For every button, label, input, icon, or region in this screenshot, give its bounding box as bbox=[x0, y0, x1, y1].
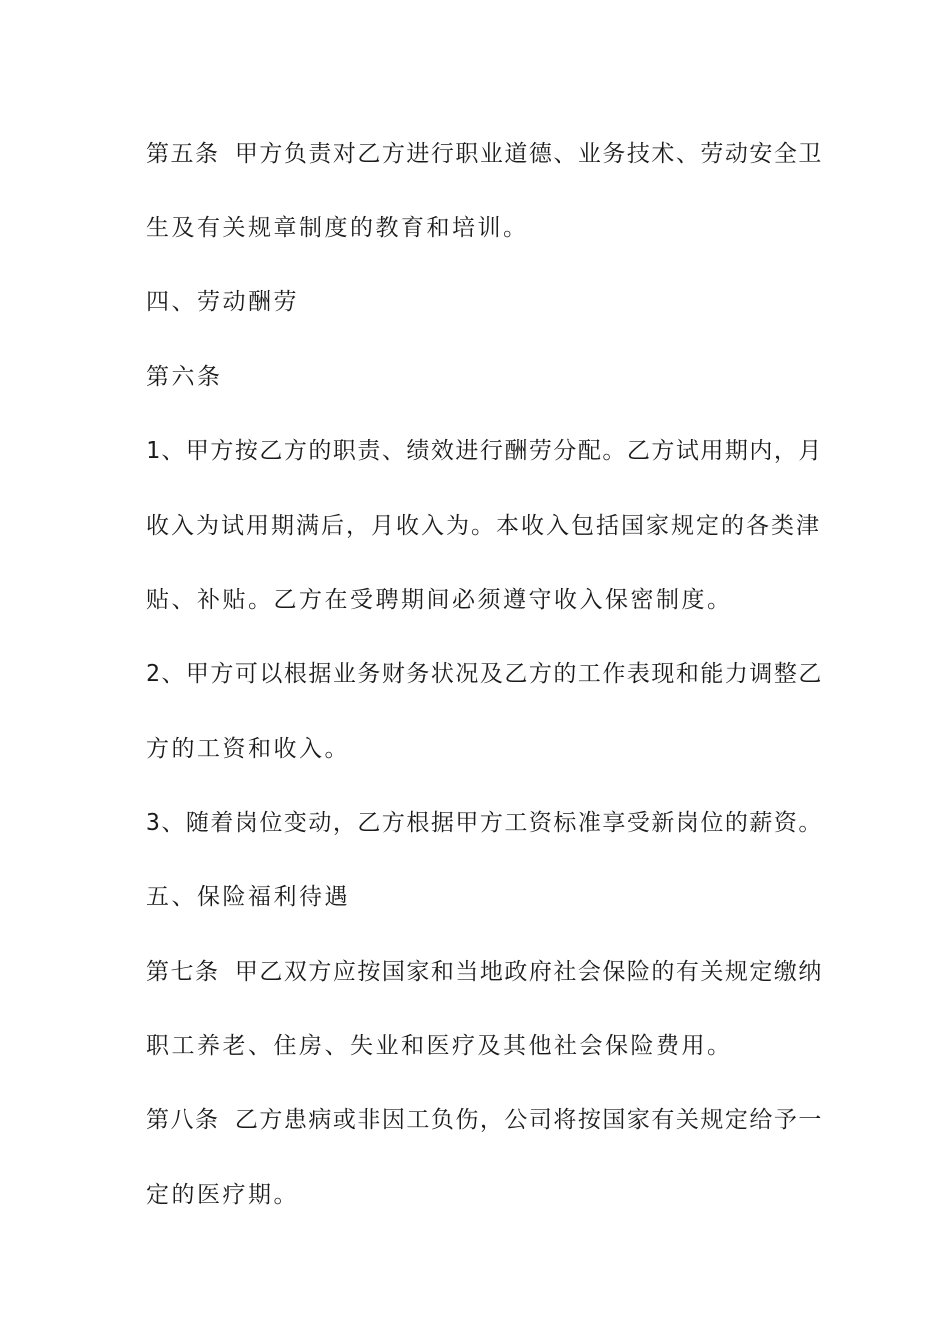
article-6-item-1-line-3: 贴、补贴。乙方在受聘期间必须遵守收入保密制度。 bbox=[146, 587, 733, 613]
article-7-line-2: 职工养老、住房、失业和医疗及其他社会保险费用。 bbox=[146, 1033, 733, 1059]
article-7-line-1: 第七条 甲乙双方应按国家和当地政府社会保险的有关规定缴纳 bbox=[146, 959, 823, 985]
article-6-item-2-line-1: 2、甲方可以根据业务财务状况及乙方的工作表现和能力调整乙 bbox=[146, 661, 823, 687]
article-8-line-1: 第八条 乙方患病或非因工负伤，公司将按国家有关规定给予一 bbox=[146, 1107, 823, 1133]
article-5-line-2: 生及有关规章制度的教育和培训。 bbox=[146, 215, 529, 241]
article-5-line-1: 第五条 甲方负责对乙方进行职业道德、业务技术、劳动安全卫 bbox=[146, 141, 823, 167]
article-6-item-1-line-1: 1、甲方按乙方的职责、绩效进行酬劳分配。乙方试用期内，月 bbox=[146, 438, 823, 464]
article-6-item-2-line-2: 方的工资和收入。 bbox=[146, 736, 350, 762]
article-8-line-2: 定的医疗期。 bbox=[146, 1182, 299, 1208]
article-6-heading: 第六条 bbox=[146, 364, 223, 390]
article-6-item-3: 3、随着岗位变动，乙方根据甲方工资标准享受新岗位的薪资。 bbox=[146, 810, 823, 836]
section-4-heading: 四、劳动酬劳 bbox=[146, 289, 299, 315]
section-5-heading: 五、保险福利待遇 bbox=[146, 884, 350, 910]
article-6-item-1-line-2: 收入为试用期满后，月收入为。本收入包括国家规定的各类津 bbox=[146, 513, 821, 539]
